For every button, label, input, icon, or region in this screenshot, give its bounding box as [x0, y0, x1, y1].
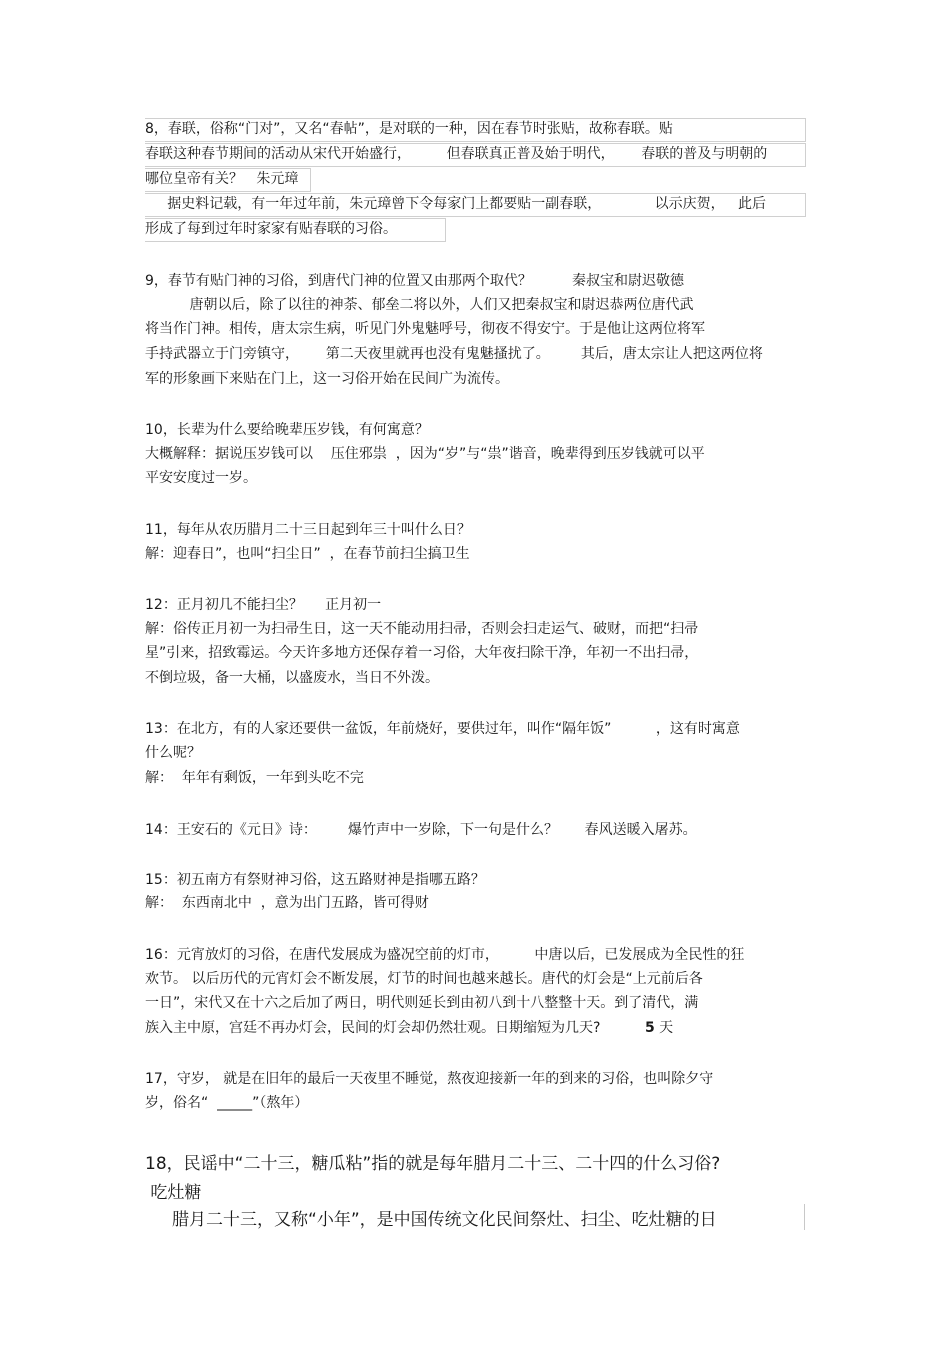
q16-line-4	[145, 1019, 673, 1037]
q11-line-1: 11，每年从农历腊月二十三日起到年三十叫什么日？	[145, 522, 471, 538]
q12-line-3: 星”引来，招致霉运。今天许多地方还保存着一习俗，大年夜扫除干净，年初一不出扫帚，	[145, 645, 699, 661]
q10-line-1: 10，长辈为什么要给晚辈压岁钱，有何寓意？	[145, 422, 429, 438]
q18-line-1: 18，民谣中“二十三，糖瓜粘”指的就是每年腊月二十三、二十四的什么习俗?	[145, 1154, 721, 1174]
q15-line-2: 解： 东西南北中 ，意为出门五路，皆可得财	[145, 895, 429, 911]
q16-line-3: 一日”，宋代又在十六之后加了两日，明代则延长到由初八到十八整整十天。到了清代，满	[145, 995, 699, 1011]
q17-line-2: 岁，俗名“ _____”（熬年）	[145, 1095, 309, 1111]
q8-line-4: 据史料记载，有一年过年前，朱元璋曾下令每家门上都要贴一副春联， 以示庆贺， 此后	[145, 196, 767, 212]
q12-line-1: 12：正月初几不能扫尘？ 正月初一	[145, 597, 382, 613]
q13-line-1: 13：在北方，有的人家还要供一盆饭，年前烧好，要供过年，叫作“隔年饭” ，这有时寓意	[145, 721, 740, 737]
q16-answer-unit: 天	[654, 1020, 674, 1036]
q18-line-2: 吃灶糖	[145, 1183, 202, 1203]
q8-line-5: 形成了每到过年时家家有贴春联的习俗。	[145, 221, 397, 237]
q15-line-1: 15：初五南方有祭财神习俗，这五路财神是指哪五路？	[145, 872, 485, 888]
q9-line-3: 将当作门神。相传，唐太宗生病，听见门外鬼魅呼号，彻夜不得安宁。于是他让这两位将军	[145, 321, 705, 337]
q8-line-3: 哪位皇帝有关？ 朱元璋	[145, 171, 299, 187]
q8-line-1: 8，春联，俗称“门对”，又名“春帖”，是对联的一种，因在春节时张贴，故称春联。贴	[145, 121, 673, 137]
q12-line-4: 不倒垃圾，备一大桶，以盛废水，当日不外泼。	[145, 670, 439, 686]
q18-line-3: 腊月二十三，又称“小年”，是中国传统文化民间祭灶、扫尘、吃灶糖的日	[145, 1210, 717, 1230]
q10-line-2: 大概解释：据说压岁钱可以 压住邪祟 ，因为“岁”与“祟”谐音，晚辈得到压岁钱就可以平	[145, 446, 705, 462]
q9-line-5: 军的形象画下来贴在门上，这一习俗开始在民间广为流传。	[145, 371, 509, 387]
q16-line-2: 欢节。 以后历代的元宵灯会不断发展，灯节的时间也越来越长。唐代的灯会是“上元前后各	[145, 971, 703, 987]
q9-line-1: 9，春节有贴门神的习俗，到唐代门神的位置又由那两个取代？ 秦叔宝和尉迟敬德	[145, 273, 684, 289]
q16-line-1: 16：元宵放灯的习俗，在唐代发展成为盛况空前的灯市， 中唐以后，已发展成为全民性的狂	[145, 947, 745, 963]
q10-line-3: 平安安度过一岁。	[145, 470, 257, 486]
q11-line-2: 解：迎春日”，也叫“扫尘日” ，在春节前扫尘搞卫生	[145, 546, 470, 562]
q16-line-4-text: 族入主中原，宫廷不再办灯会，民间的灯会却仍然壮观。日期缩短为几天?	[145, 1020, 645, 1036]
q13-line-2: 什么呢？	[145, 745, 201, 761]
q18-box-edge	[804, 1204, 805, 1230]
q17-line-1: 17，守岁， 就是在旧年的最后一天夜里不睡觉，熬夜迎接新一年的到来的习俗，也叫除夕守	[145, 1071, 714, 1087]
q9-line-2: 唐朝以后，除了以往的神荼、郁垒二将以外，人们又把秦叔宝和尉迟恭两位唐代武	[145, 297, 694, 313]
q8-line-2: 春联这种春节期间的活动从宋代开始盛行， 但春联真正普及始于明代， 春联的普及与明朝的	[145, 146, 768, 162]
q12-line-2: 解：俗传正月初一为扫帚生日，这一天不能动用扫帚，否则会扫走运气、破财，而把“扫帚	[145, 621, 699, 637]
q16-answer-number: 5	[644, 1020, 655, 1036]
q14-line-1: 14：王安石的《元日》诗： 爆竹声中一岁除，下一句是什么？ 春风送暖入屠苏。	[145, 822, 697, 838]
q9-line-4: 手持武器立于门旁镇守， 第二天夜里就再也没有鬼魅搔扰了。 其后，唐太宗让人把这两位将	[145, 346, 763, 362]
q13-line-3: 解： 年年有剩饭，一年到头吃不完	[145, 770, 364, 786]
